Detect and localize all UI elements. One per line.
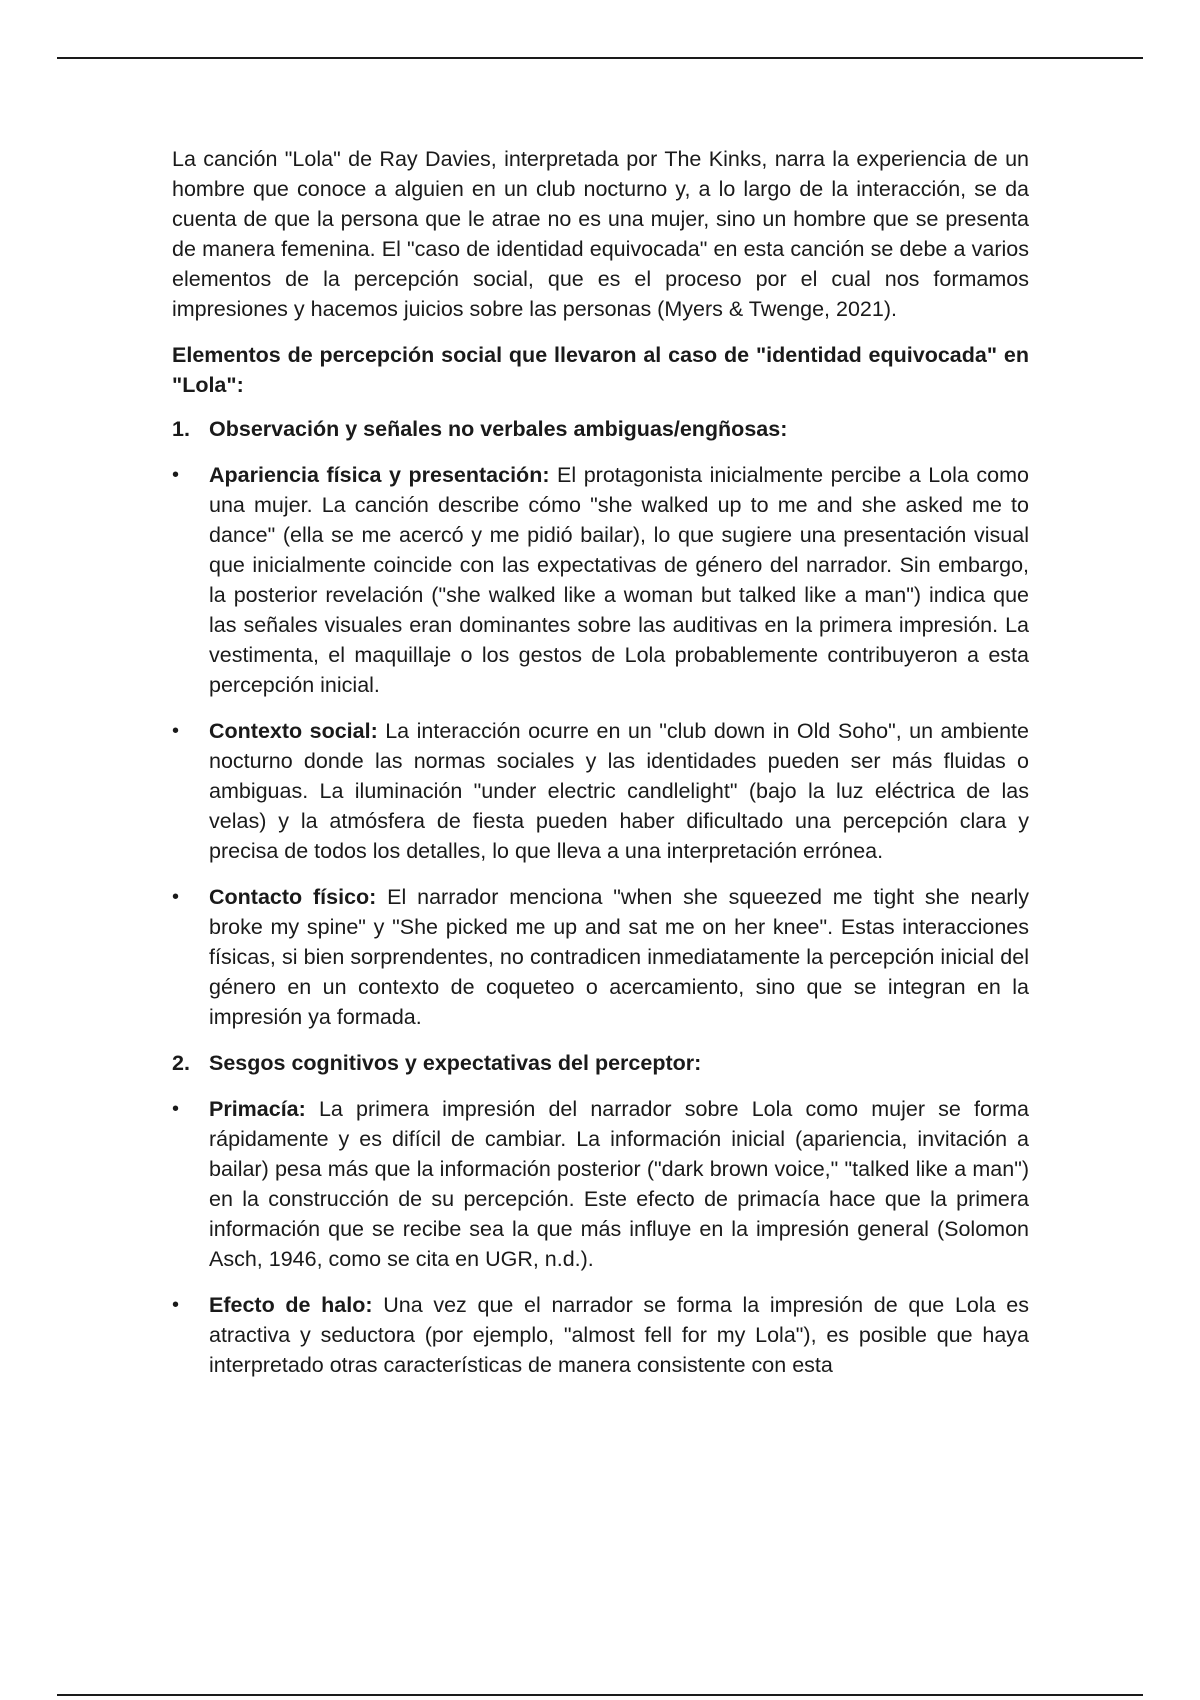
bullet-text: El narrador menciona "when she squeezed me tight she nearly broke my spine" y "She picked me up and sat me on her knee". Estas interacciones físicas, si bien sorprendentes, no contradicen inmediatamente la percepción inicial del género en un contexto de coqueteo o acercamiento, sino que se integran en la impresión ya formada. bbox=[209, 885, 1029, 1029]
bullet-lead: Contexto social: bbox=[209, 719, 378, 743]
bullet-lead: Primacía: bbox=[209, 1097, 306, 1121]
footer-rule bbox=[57, 1694, 1143, 1696]
bullet-body bbox=[209, 716, 1029, 866]
bullet-icon: • bbox=[172, 464, 180, 486]
document-body bbox=[172, 144, 1029, 1396]
numbered-heading-1 bbox=[172, 414, 1029, 444]
bullet-body bbox=[209, 1094, 1029, 1274]
bullet-text: La primera impresión del narrador sobre Lola como mujer se forma rápidamente y es difícil de cambiar. La información inicial (apariencia, invitación a bailar) pesa más que la información posterior ("dark brown voice," "talked like a man") en la construcción de su percepción. Este efecto de primacía hace que la primera información que se recibe sea la que más influye en la impresión general (Solomon Asch, 1946, como se cita en UGR, n.d.). bbox=[209, 1097, 1029, 1271]
numbered-heading-text: Sesgos cognitivos y expectativas del perceptor: bbox=[209, 1051, 702, 1075]
list-number: 2. bbox=[172, 1051, 190, 1075]
bullet-body bbox=[209, 460, 1029, 700]
bullet-body bbox=[209, 1290, 1029, 1380]
bullet-icon: • bbox=[172, 1294, 180, 1316]
bullet-lead: Efecto de halo: bbox=[209, 1293, 373, 1317]
bullet-item bbox=[172, 1290, 1029, 1380]
section-title: Elementos de percepción social que llevaron al caso de "identidad equivocada" en "Lola": bbox=[172, 343, 1029, 397]
bullet-lead: Contacto físico: bbox=[209, 885, 377, 909]
bullet-icon: • bbox=[172, 886, 180, 908]
bullet-item bbox=[172, 1094, 1029, 1274]
header-rule bbox=[57, 57, 1143, 59]
bullet-lead: Apariencia física y presentación: bbox=[209, 463, 550, 487]
bullet-text: La interacción ocurre en un "club down in Old Soho", un ambiente nocturno donde las normas sociales y las identidades pueden ser más fluidas o ambiguas. La iluminación "under electric candlelight" (bajo la luz eléctrica de las velas) y la atmósfera de fiesta pueden haber dificultado una percepción clara y precisa de todos los detalles, lo que lleva a una interpretación errónea. bbox=[209, 719, 1029, 863]
numbered-heading-2 bbox=[172, 1048, 1029, 1078]
bullet-item bbox=[172, 882, 1029, 1032]
intro-paragraph: La canción "Lola" de Ray Davies, interpretada por The Kinks, narra la experiencia de un hombre que conoce a alguien en un club nocturno y, a lo largo de la interacción, se da cuenta de que la persona que le atrae no es una mujer, sino un hombre que se presenta de manera femenina. El "caso de identidad equivocada" en esta canción se debe a varios elementos de la percepción social, que es el proceso por el cual nos formamos impresiones y hacemos juicios sobre las personas (Myers & Twenge, 2021). bbox=[172, 147, 1029, 321]
bullet-icon: • bbox=[172, 1098, 180, 1120]
numbered-heading-text: Observación y señales no verbales ambiguas/engñosas: bbox=[209, 417, 788, 441]
bullet-body bbox=[209, 882, 1029, 1032]
bullet-text: El protagonista inicialmente percibe a Lola como una mujer. La canción describe cómo "she walked up to me and she asked me to dance" (ella se me acercó y me pidió bailar), lo que sugiere una presentación visual que inicialmente coincide con las expectativas de género del narrador. Sin embargo, la posterior revelación ("she walked like a woman but talked like a man") indica que las señales visuales eran dominantes sobre las auditivas en la primera impresión. La vestimenta, el maquillaje o los gestos de Lola probablemente contribuyeron a esta percepción inicial. bbox=[209, 463, 1029, 697]
bullet-text: Una vez que el narrador se forma la impresión de que Lola es atractiva y seductora (por ejemplo, "almost fell for my Lola"), es posible que haya interpretado otras características de manera consistente con esta bbox=[209, 1293, 1029, 1377]
list-number: 1. bbox=[172, 417, 190, 441]
bullet-item bbox=[172, 460, 1029, 700]
bullet-icon: • bbox=[172, 720, 180, 742]
bullet-item bbox=[172, 716, 1029, 866]
